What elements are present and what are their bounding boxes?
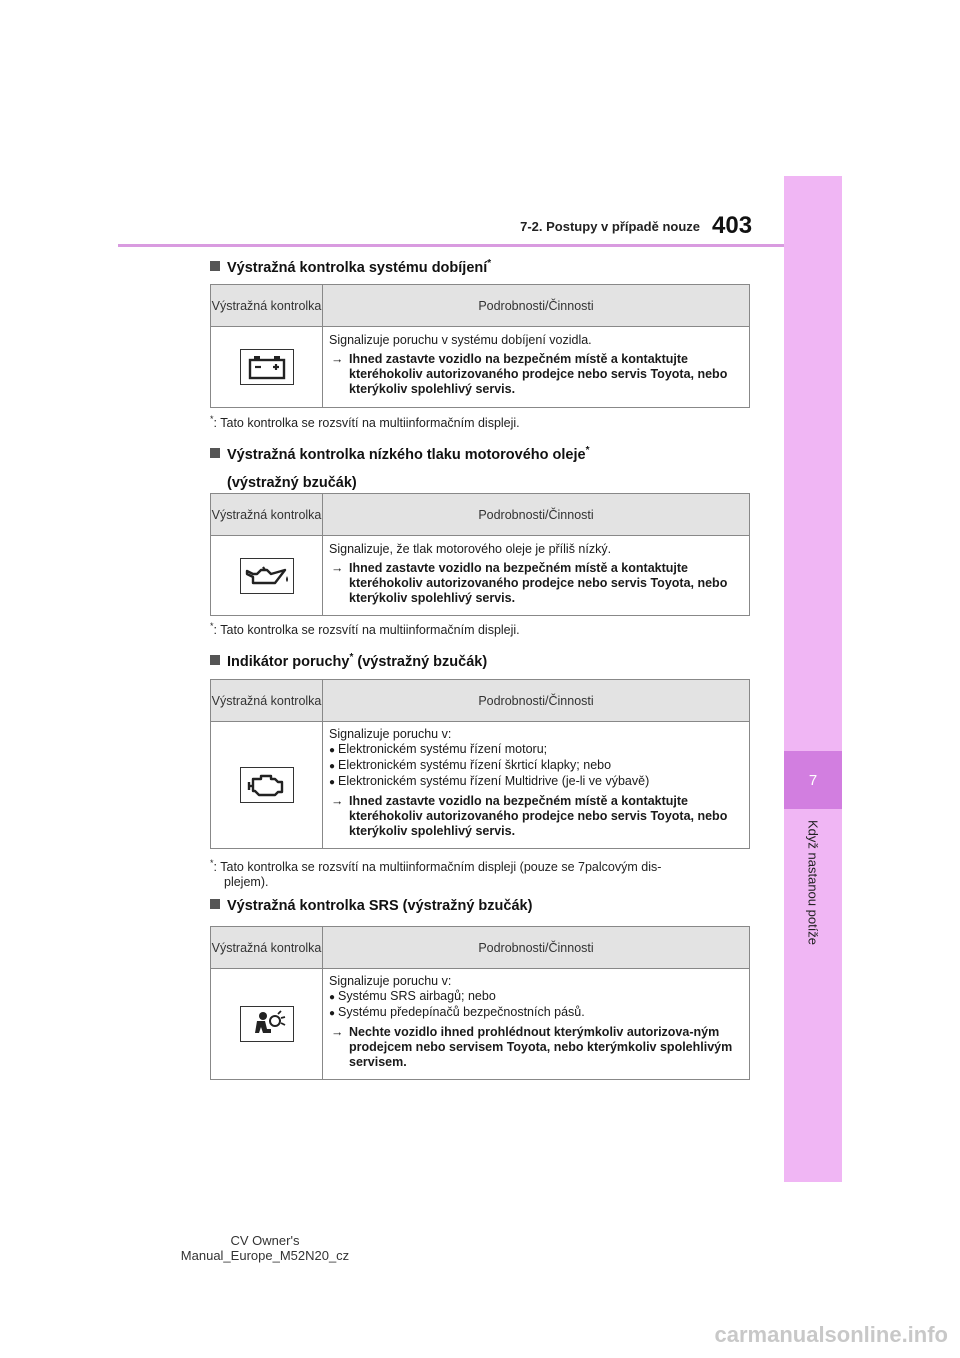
section-title-oil-pressure: Výstražná kontrolka nízkého tlaku motorového oleje* (výstražný bzučák): [210, 440, 589, 494]
action-instruction: → Nechte vozidlo ihned prohlédnout kterýmkoliv autorizova-ným prodejcem nebo servisem Toyota, nebo kterýmkoliv spolehlivým servisem.: [331, 1025, 733, 1069]
arrow-right-icon: →: [331, 794, 344, 808]
footer-manual-id: CV Owner's Manual_Europe_M52N20_cz: [180, 1233, 350, 1263]
table-header-details: Podrobnosti/Činnosti: [323, 494, 750, 536]
watermark: carmanualsonline.info: [714, 1322, 948, 1347]
action-instruction: → Ihned zastavte vozidlo na bezpečném místě a kontaktujte kteréhokoliv autorizovaného prodejce nebo servis Toyota, nebo kterýkoliv spolehlivý servis.: [331, 352, 728, 396]
description-text: Signalizuje poruchu v:: [329, 727, 452, 741]
chapter-title-label: Když nastanou potíže: [805, 820, 821, 946]
check-engine-icon: [240, 767, 294, 803]
square-bullet-icon: [210, 899, 220, 909]
warning-table-srs: [210, 926, 750, 1080]
description-text: Signalizuje poruchu v systému dobíjení vozidla.: [329, 333, 592, 347]
table-header-light: Výstražná kontrolka: [211, 494, 323, 536]
list-item: ● Elektronickém systému řízení motoru;: [329, 742, 743, 758]
footnote-oil-pressure: *: Tato kontrolka se rozsvítí na multiinformačním displeji.: [210, 621, 520, 638]
header-divider: [118, 244, 784, 247]
section-title-srs: Výstražná kontrolka SRS (výstražný bzučák): [210, 895, 532, 917]
warning-table-malfunction: [210, 679, 750, 849]
table-header-light: Výstražná kontrolka: [211, 680, 323, 722]
section-title-charging: Výstražná kontrolka systému dobíjení*: [210, 253, 491, 279]
section-title-malfunction: Indikátor poruchy* (výstražný bzučák): [210, 647, 487, 673]
list-item: ● Elektronickém systému řízení Multidrive (je-li ve výbavě): [329, 774, 743, 790]
chapter-side-tab: [784, 176, 842, 1182]
srs-airbag-warning-icon: [240, 1006, 294, 1042]
section-heading: 7-2. Postupy v případě nouze: [520, 219, 700, 234]
list-item: ● Systému předepínačů bezpečnostních pásů.: [329, 1005, 743, 1021]
square-bullet-icon: [210, 655, 220, 665]
action-instruction: → Ihned zastavte vozidlo na bezpečném místě a kontaktujte kteréhokoliv autorizovaného prodejce nebo servis Toyota, nebo kterýkoliv spolehlivý servis.: [331, 560, 728, 605]
square-bullet-icon: [210, 261, 220, 271]
arrow-right-icon: →: [331, 1025, 344, 1039]
action-instruction: → Ihned zastavte vozidlo na bezpečném místě a kontaktujte kteréhokoliv autorizovaného prodejce nebo servis Toyota, nebo kterýkoliv spolehlivý servis.: [331, 794, 728, 838]
chapter-number-tab[interactable]: 7: [784, 751, 842, 809]
table-header-details: Podrobnosti/Činnosti: [323, 680, 750, 722]
footnote-charging: *: Tato kontrolka se rozsvítí na multiinformačním displeji.: [210, 414, 520, 431]
footnote-malfunction: *: Tato kontrolka se rozsvítí na multiinformačním displeji (pouze se 7palcovým dis- plejem).: [210, 858, 662, 890]
warning-table-charging: [210, 284, 750, 408]
list-item: ● Systému SRS airbagů; nebo: [329, 989, 743, 1005]
arrow-right-icon: →: [331, 352, 344, 366]
square-bullet-icon: [210, 448, 220, 458]
description-text: Signalizuje poruchu v:: [329, 974, 452, 988]
arrow-right-icon: →: [331, 560, 344, 575]
page-number: 403: [712, 212, 753, 239]
table-header-details: Podrobnosti/Činnosti: [323, 285, 750, 327]
battery-warning-icon: [240, 349, 294, 385]
list-item: ● Elektronickém systému řízení škrticí klapky; nebo: [329, 758, 743, 774]
table-header-light: Výstražná kontrolka: [211, 927, 323, 969]
warning-table-oil-pressure: [210, 493, 750, 616]
table-header-light: Výstražná kontrolka: [211, 285, 323, 327]
table-header-details: Podrobnosti/Činnosti: [323, 927, 750, 969]
description-text: Signalizuje, že tlak motorového oleje je příliš nízký.: [329, 541, 612, 556]
oil-pressure-warning-icon: [240, 558, 294, 594]
